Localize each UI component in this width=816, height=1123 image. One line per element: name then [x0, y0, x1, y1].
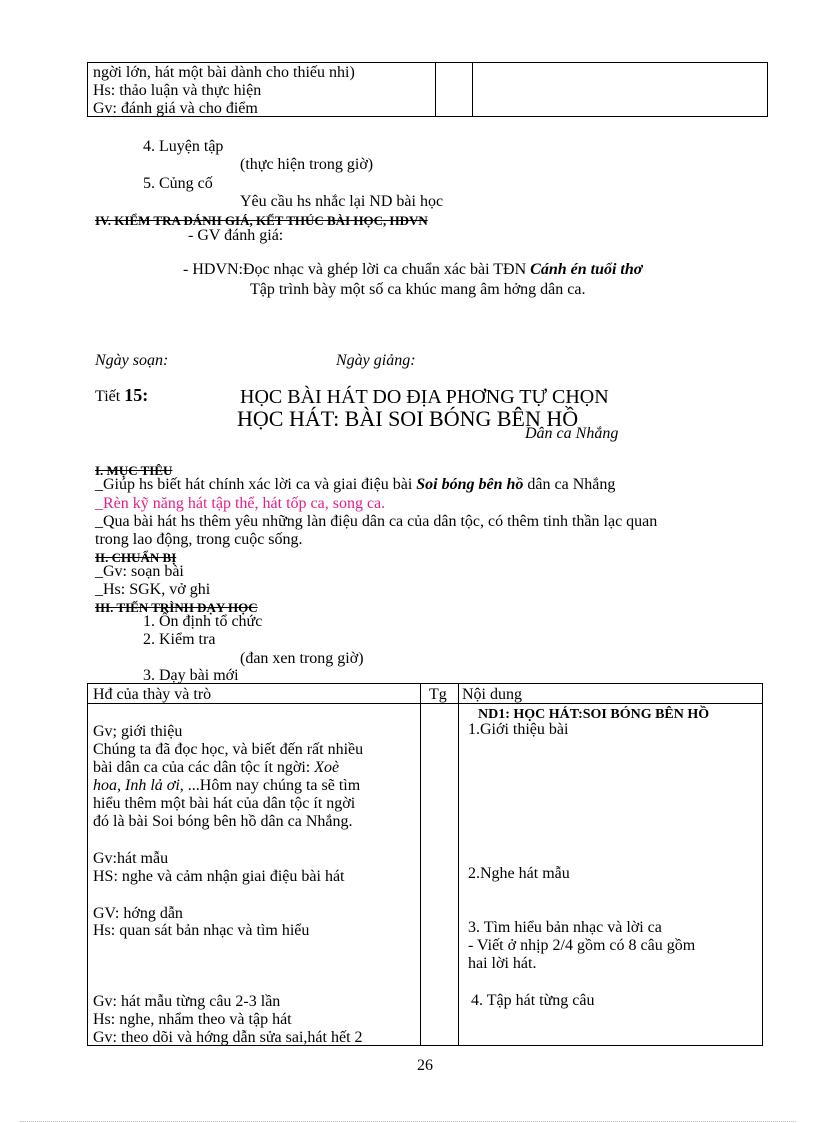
muc-tieu-text: _Giúp hs biết hát chính xác lời ca và giai điệu bài	[95, 476, 417, 493]
col1-text: , ...Hôm nay chúng ta sẽ tìm	[179, 777, 361, 794]
top-table-line: ngời lớn, hát một bài dành cho thiếu nhi)	[93, 64, 355, 81]
top-table-divider-1	[435, 62, 436, 117]
main-table-divider-2	[458, 683, 459, 1046]
col3-line: - Viết ở nhịp 2/4 gồm có 8 câu gồm	[468, 937, 696, 954]
muc-tieu-line-2: _Rèn kỹ năng hát tập thể, hát tốp ca, song ca.	[95, 495, 386, 512]
gv-evaluation: - GV đánh giá:	[188, 227, 284, 244]
col1-text: bài dân ca của các dân tộc ít ngời:	[93, 759, 315, 776]
top-table-divider-2	[472, 62, 473, 117]
muc-tieu-line-4: trong lao động, trong cuộc sống.	[95, 531, 303, 548]
top-table-line: Gv: đánh giá và cho điểm	[93, 100, 258, 116]
col1-line: đó là bài Soi bóng bên hồ dân ca Nhắng.	[93, 813, 353, 830]
col1-line-xoe	[93, 759, 339, 777]
lesson-title-1: HỌC BÀI HÁT DO ĐỊA PHƠNG TỰ CHỌN	[240, 386, 609, 408]
heading-muc-tieu: I. MỤC TIÊU	[95, 463, 173, 478]
lesson-subtitle: Dân ca Nhắng	[525, 425, 619, 442]
step-on-dinh: 1. Ổn định tổ chức	[143, 613, 263, 630]
tiet-number: 15:	[124, 385, 149, 405]
item-luyen-tap: 4. Luyện tập	[143, 138, 224, 155]
col1-line: Hs: quan sát bản nhạc và tìm hiểu	[93, 922, 310, 939]
muc-tieu-line-3: _Qua bài hát hs thêm yêu những làn điệu dân ca của dân tộc, có thêm tinh thần lạc quan	[95, 513, 658, 530]
date-giang: Ngày giảng:	[336, 352, 416, 369]
item-luyen-tap-note: (thực hiện trong giờ)	[240, 156, 374, 173]
tiet-label	[95, 386, 148, 406]
col1-line: Gv: hát mẫu từng câu 2-3 lần	[93, 993, 281, 1010]
hdvn-line-2: Tập trình bày một số ca khúc mang âm hởng dân ca.	[250, 281, 586, 298]
header-tg: Tg	[429, 686, 447, 703]
step-kiem-tra-note: (đan xen trong giờ)	[240, 650, 364, 667]
col1-line: Chúng ta đã đọc học, và biết đến rất nhiều	[93, 741, 364, 758]
lesson-title-2: HỌC HÁT: BÀI SOI BÓNG BÊN HỒ	[237, 406, 579, 431]
col3-heading: ND1: HỌC HÁT:SOI BÓNG BÊN HỒ	[478, 707, 710, 722]
page-bottom-rule	[20, 1121, 796, 1122]
date-soan: Ngày soạn:	[95, 352, 169, 369]
chuan-bi-gv: _Gv: soạn bài	[95, 563, 184, 580]
heading-tien-trinh: III. TIẾN TRÌNH DẠY HỌC	[95, 600, 258, 615]
col1-line: Gv; giới thiệu	[93, 723, 183, 740]
col3-line: 3. Tìm hiểu bản nhạc và lời ca	[468, 919, 662, 936]
col1-line-inh	[93, 777, 360, 795]
col3-line: hai lời hát.	[468, 955, 537, 972]
header-hoat-dong: Hđ của thày và trò	[93, 686, 212, 703]
step-kiem-tra: 2. Kiểm tra	[143, 631, 216, 648]
header-noi-dung: Nội dung	[462, 686, 522, 703]
song-xoe: Xoè	[314, 759, 340, 776]
song-title: Soi bóng bên hồ	[416, 476, 524, 493]
top-table-line: Hs: thảo luận và thực hiện	[93, 82, 262, 99]
col1-line: HS: nghe và cảm nhận giai điệu bài hát	[93, 868, 345, 885]
hdvn-text: - HDVN:Đọc nhạc và ghép lời ca chuẩn xác bài TĐN	[183, 261, 531, 278]
heading-kiem-tra: IV. KIỂM TRA ĐÁNH GIÁ, KẾT THÚC BÀI HỌC, HDVN	[95, 213, 428, 228]
item-cung-co-note: Yêu cầu hs nhắc lại ND bài học	[240, 193, 444, 210]
step-day-bai-moi: 3. Dạy bài mới	[143, 667, 239, 683]
col3-line: 4. Tập hát từng câu	[471, 992, 595, 1009]
muc-tieu-suffix: dân ca Nhắng	[523, 476, 616, 493]
song-inh-la-oi: hoa, Inh lả ơi	[93, 777, 180, 794]
chuan-bi-hs: _Hs: SGK, vở ghi	[95, 581, 211, 598]
col1-line: Hs: nghe, nhẩm theo và tập hát	[93, 1011, 292, 1028]
col3-line: 2.Nghe hát mẫu	[468, 865, 570, 882]
page-number: 26	[417, 1057, 433, 1074]
col3-line: 1.Giới thiệu bài	[468, 721, 569, 738]
item-cung-co: 5. Củng cố	[143, 175, 213, 192]
muc-tieu-line-1	[95, 476, 615, 494]
heading-chuan-bi: II. CHUẨN BỊ	[95, 550, 177, 565]
main-table-header-rule	[87, 703, 763, 704]
col1-line: hiểu thêm một bài hát của dân tộc ít ngời	[93, 795, 356, 812]
col1-line: Gv:hát mẫu	[93, 850, 169, 867]
col1-line: GV: hớng dẫn	[93, 905, 183, 922]
col1-line: Gv: theo dõi và hớng dẫn sửa sai,hát hết 2	[93, 1029, 363, 1045]
tiet-text: Tiết	[95, 388, 125, 405]
main-table-divider-1	[420, 683, 421, 1046]
hdvn-song: Cánh én tuổi thơ	[530, 261, 643, 278]
hdvn-line	[183, 261, 642, 279]
main-table	[87, 683, 763, 1046]
